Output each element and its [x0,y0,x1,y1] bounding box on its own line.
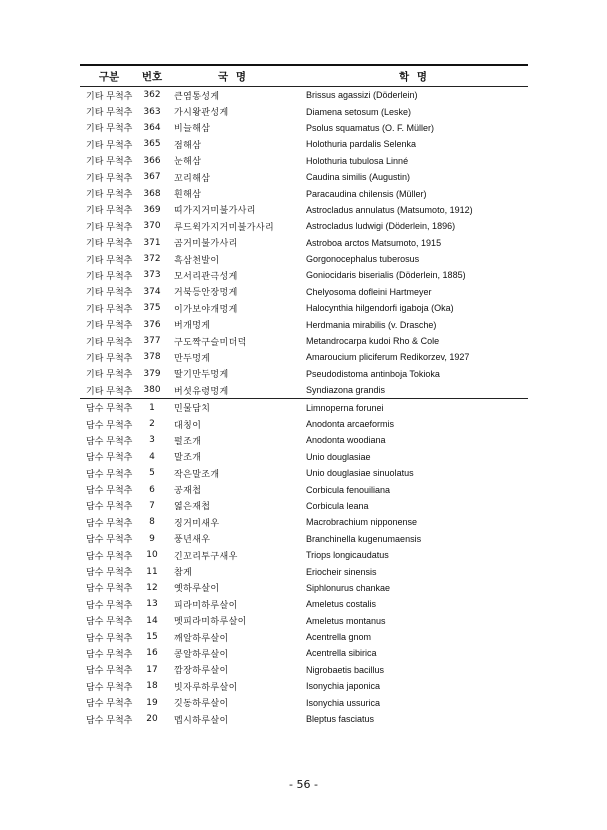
cell-scientific-name: Astrocladus ludwigi (Döderlein, 1896) [306,221,456,232]
cell-scientific-name: Ameletus costalis [306,599,377,610]
table-row [80,136,528,152]
cell-korean-name: 만두멍게 [174,353,211,364]
cell-korean-name: 풍년새우 [174,535,211,546]
cell-korean-name: 깃동하루살이 [174,699,229,710]
cell-number: 373 [143,270,161,281]
table-row [80,284,528,300]
cell-category: 담수 무척추 [86,469,133,480]
cell-number: 19 [146,697,158,708]
cell-category: 담수 무척추 [86,404,133,415]
table-row [80,316,528,332]
table-row [80,481,528,497]
cell-category: 담수 무척추 [86,699,133,710]
cell-number: 362 [143,90,161,101]
cell-korean-name: 멧피라미하루살이 [174,617,247,628]
cell-korean-name: 루드윅가지거미불가사리 [174,222,275,233]
cell-korean-name: 모서리관극성게 [174,271,238,282]
cell-category: 담수 무척추 [86,486,133,497]
table-row [80,498,528,514]
cell-scientific-name: Halocynthia hilgendorfi igaboja (Oka) [306,303,454,314]
table-row [80,153,528,169]
cell-number: 377 [143,336,161,347]
cell-korean-name: 펄조개 [174,436,202,447]
cell-number: 9 [149,533,155,544]
cell-category: 기타 무척추 [86,239,133,250]
group-freshwater-invertebrates [80,399,528,727]
table-row [80,366,528,382]
cell-number: 374 [143,286,161,297]
table-row [80,514,528,530]
cell-scientific-name: Metandrocarpa kudoi Rho & Cole [306,336,440,347]
cell-number: 6 [149,484,155,495]
cell-scientific-name: Paracaudina chilensis (Müller) [306,188,427,199]
cell-number: 371 [143,237,161,248]
cell-category: 담수 무척추 [86,502,133,513]
cell-scientific-name: Anodonta woodiana [306,435,386,446]
header-scientific-name: 학 명 [399,70,429,83]
table-row [80,267,528,283]
cell-scientific-name: Acentrella sibirica [306,648,377,659]
cell-scientific-name: Unio douglasiae [306,451,371,462]
table-row [80,169,528,185]
cell-scientific-name: Syndiazona grandis [306,385,386,396]
table-row [80,662,528,678]
cell-scientific-name: Triops longicaudatus [306,550,389,561]
cell-korean-name: 구도짝구슬미더덕 [174,337,247,348]
table-row [80,531,528,547]
table-header [80,66,528,86]
cell-category: 담수 무척추 [86,518,133,529]
table-row [80,645,528,661]
cell-scientific-name: Herdmania mirabilis (v. Drasche) [306,319,437,330]
cell-category: 담수 무척추 [86,649,133,660]
table-row [80,613,528,629]
cell-number: 370 [143,221,161,232]
cell-scientific-name: Isonychia japonica [306,681,381,692]
table-row [80,235,528,251]
cell-number: 3 [149,435,155,446]
table-row [80,202,528,218]
cell-number: 372 [143,254,161,265]
table-row [80,547,528,563]
cell-number: 10 [146,550,158,561]
cell-category: 기타 무척추 [86,140,133,151]
cell-category: 담수 무척추 [86,453,133,464]
cell-category: 기타 무척추 [86,124,133,135]
table-row [80,563,528,579]
cell-korean-name: 깜장하루살이 [174,666,229,677]
table-row [80,300,528,316]
cell-category: 기타 무척추 [86,108,133,119]
cell-scientific-name: Nigrobaetis bacillus [306,664,385,675]
cell-korean-name: 공재첩 [174,486,202,497]
cell-scientific-name: Diamena setosum (Leske) [306,106,412,117]
table-row [80,465,528,481]
cell-scientific-name: Holothuria tubulosa Linné [306,155,409,166]
cell-number: 5 [149,468,155,479]
cell-korean-name: 점해삼 [174,140,202,151]
cell-korean-name: 버섯유령멍게 [174,386,229,397]
cell-scientific-name: Anodonta arcaeformis [306,419,395,429]
cell-scientific-name: Branchinella kugenumaensis [306,533,422,544]
cell-number: 363 [143,106,161,117]
cell-scientific-name: Brissus agassizi (Döderlein) [306,90,418,101]
cell-korean-name: 이가보야개멍게 [174,304,238,315]
cell-scientific-name: Goniocidaris biserialis (Döderlein, 1885) [306,270,466,281]
cell-number: 369 [143,204,161,215]
cell-korean-name: 눈해삼 [174,157,202,168]
cell-category: 기타 무척추 [86,91,133,102]
cell-korean-name: 민물담치 [174,404,211,415]
cell-category: 기타 무척추 [86,370,133,381]
cell-number: 368 [143,188,161,199]
cell-korean-name: 띠가지거미불가사리 [174,206,256,217]
cell-number: 14 [146,615,158,626]
cell-number: 367 [143,172,161,183]
cell-number: 7 [149,500,155,511]
cell-category: 기타 무척추 [86,386,133,397]
cell-scientific-name: Macrobrachium nipponense [306,517,418,528]
cell-scientific-name: Caudina similis (Augustin) [306,172,411,183]
cell-scientific-name: Chelyosoma dofleini Hartmeyer [306,286,432,297]
cell-category: 기타 무척추 [86,173,133,184]
cell-number: 18 [146,681,158,692]
cell-korean-name: 빗자루하루살이 [174,682,238,693]
cell-scientific-name: Eriocheir sinensis [306,566,377,577]
cell-number: 379 [143,368,161,379]
cell-scientific-name: Astroboa arctos Matsumoto, 1915 [306,237,442,248]
cell-korean-name: 흰해삼 [174,190,202,201]
cell-scientific-name: Ameletus montanus [306,615,386,626]
table-row [80,103,528,119]
cell-scientific-name: Holothuria pardalis Selenka [306,139,417,150]
cell-scientific-name: Pseudodistoma antinboja Tokioka [306,368,440,379]
cell-scientific-name: Astrocladus annulatus (Matsumoto, 1912) [306,204,473,215]
cell-number: 380 [143,385,161,396]
cell-scientific-name: Corbicula leana [306,500,369,511]
cell-scientific-name: Unio douglasiae sinuolatus [306,468,414,479]
cell-number: 13 [146,599,158,610]
cell-category: 기타 무척추 [86,288,133,299]
cell-number: 8 [149,517,155,528]
cell-category: 기타 무척추 [86,337,133,348]
table-row [80,678,528,694]
cell-category: 기타 무척추 [86,190,133,201]
cell-number: 15 [146,632,158,643]
cell-category: 담수 무척추 [86,568,133,579]
cell-number: 16 [146,648,158,659]
cell-scientific-name: Corbicula fenouiliana [306,484,391,495]
cell-scientific-name: Siphlonurus chankae [306,582,391,593]
cell-category: 담수 무척추 [86,584,133,595]
cell-scientific-name: Limnoperna forunei [306,402,384,413]
cell-category: 기타 무척추 [86,304,133,315]
cell-number: 17 [146,664,158,675]
cell-category: 담수 무척추 [86,420,133,431]
cell-number: 365 [143,139,161,150]
cell-korean-name: 큰염통성게 [174,91,220,102]
cell-korean-name: 꼬리해삼 [174,173,211,184]
table-row [80,349,528,365]
table-row [80,416,528,432]
cell-category: 기타 무척추 [86,206,133,217]
cell-number: 20 [146,714,158,725]
cell-category: 담수 무척추 [86,682,133,693]
cell-korean-name: 콩알하루살이 [174,649,229,660]
cell-category: 담수 무척추 [86,715,133,726]
cell-korean-name: 거북등안장멍게 [174,288,238,299]
cell-korean-name: 비늘해삼 [174,124,211,135]
group-other-invertebrates [80,87,528,398]
cell-number: 1 [149,402,155,413]
cell-korean-name: 곰거미불가사리 [174,239,238,250]
cell-korean-name: 가시왕관성게 [174,108,229,119]
cell-korean-name: 대칭이 [174,420,202,431]
cell-scientific-name: Amaroucium pliciferum Redikorzev, 1927 [306,352,470,363]
cell-category: 기타 무척추 [86,353,133,364]
header-number: 번호 [141,70,163,83]
table-row [80,580,528,596]
page-number: - 56 - [289,778,318,791]
cell-korean-name: 멥시하루살이 [174,715,229,726]
header-category: 구분 [98,70,120,83]
cell-korean-name: 징거미새우 [174,518,220,529]
table-row [80,399,528,415]
cell-korean-name: 작은말조개 [174,469,220,480]
cell-scientific-name: Gorgonocephalus tuberosus [306,254,420,265]
table-row [80,120,528,136]
cell-korean-name: 흑삼천발이 [174,255,220,266]
species-table [80,64,528,727]
cell-korean-name: 긴꼬리투구새우 [174,551,238,562]
cell-category: 기타 무척추 [86,271,133,282]
cell-category: 기타 무척추 [86,222,133,233]
cell-category: 기타 무척추 [86,321,133,332]
cell-category: 담수 무척추 [86,617,133,628]
table-row [80,251,528,267]
cell-category: 담수 무척추 [86,535,133,546]
table-row [80,449,528,465]
table-row [80,382,528,398]
cell-number: 4 [149,451,155,462]
table-row [80,629,528,645]
cell-korean-name: 말조개 [174,453,202,464]
cell-number: 366 [143,155,161,166]
cell-korean-name: 깨알하루살이 [174,633,229,644]
cell-number: 375 [143,303,161,314]
table-row [80,432,528,448]
cell-category: 담수 무척추 [86,551,133,562]
cell-category: 담수 무척추 [86,436,133,447]
cell-category: 담수 무척추 [86,633,133,644]
table-row [80,596,528,612]
cell-scientific-name: Acentrella gnom [306,632,372,643]
cell-korean-name: 옛하루살이 [174,584,220,595]
cell-korean-name: 피라미하루살이 [174,600,238,611]
table-row [80,694,528,710]
cell-scientific-name: Psolus squamatus (O. F. Müller) [306,122,435,133]
cell-number: 364 [143,122,161,133]
cell-scientific-name: Bleptus fasciatus [306,714,375,725]
cell-korean-name: 엷은재첩 [174,502,211,513]
cell-korean-name: 참게 [174,568,193,579]
cell-number: 11 [146,566,158,577]
cell-number: 378 [143,352,161,363]
cell-scientific-name: Isonychia ussurica [306,697,381,708]
cell-korean-name: 버개멍게 [174,321,211,332]
table-row [80,218,528,234]
table-row [80,333,528,349]
cell-number: 2 [149,419,155,429]
table-row [80,185,528,201]
table-row [80,711,528,727]
table-row [80,87,528,103]
cell-category: 기타 무척추 [86,255,133,266]
cell-category: 기타 무척추 [86,157,133,168]
cell-category: 담수 무척추 [86,600,133,611]
header-korean-name: 국 명 [218,70,248,83]
cell-korean-name: 딸기만두멍게 [174,370,229,381]
cell-category: 담수 무척추 [86,666,133,677]
cell-number: 376 [143,319,161,330]
cell-number: 12 [146,582,158,593]
